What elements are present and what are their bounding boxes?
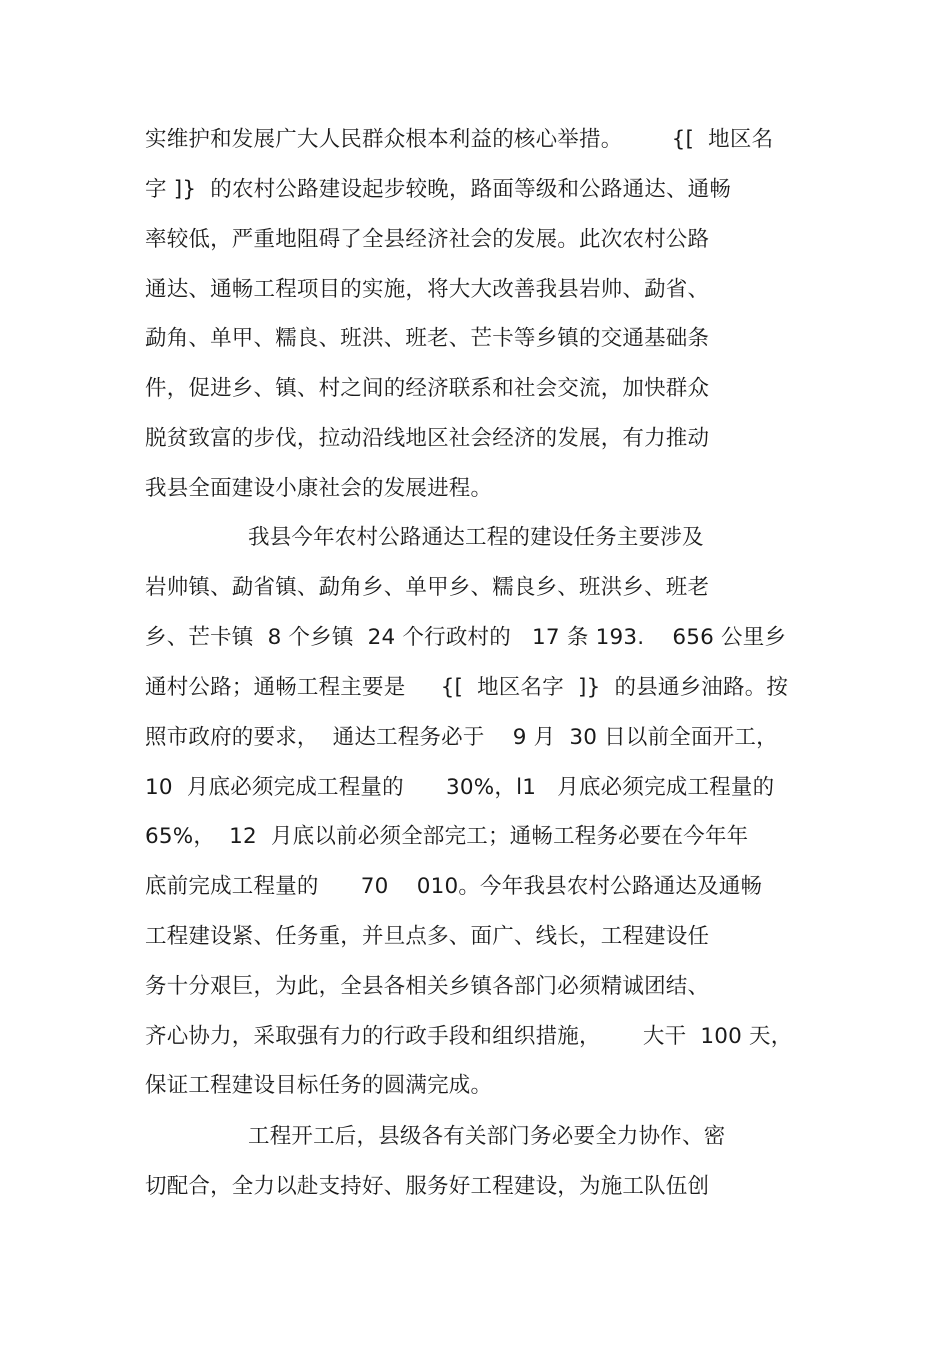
text-line: 乡、芒卡镇 8 个乡镇 24 个行政村的 17 条 193. 656 公里乡 xyxy=(145,625,787,650)
text-line: 脱贫致富的步伐，拉动沿线地区社会经济的发展，有力推动 xyxy=(145,426,710,451)
text-line: 务十分艰巨，为此，全县各相关乡镇各部门必须精诚团结、 xyxy=(145,974,710,999)
text-line: 字 ]} 的农村公路建设起步较晚，路面等级和公路通达、通畅 xyxy=(145,177,732,202)
text-line: 切配合，全力以赴支持好、服务好工程建设，为施工队伍创 xyxy=(145,1174,710,1199)
text-line: 底前完成工程量的 70 010。今年我县农村公路通达及通畅 xyxy=(145,874,763,899)
text-line: 通村公路；通畅工程主要是 {[ 地区名字 ]} 的县通乡油路。按 xyxy=(145,675,789,700)
text-line: 我县今年农村公路通达工程的建设任务主要涉及 xyxy=(248,525,704,550)
text-line: 通达、通畅工程项目的实施，将大大改善我县岩帅、勐省、 xyxy=(145,277,710,302)
text-line: 率较低，严重地阻碍了全县经济社会的发展。此次农村公路 xyxy=(145,227,710,252)
text-line: 我县全面建设小康社会的发展进程。 xyxy=(145,476,493,501)
text-line: 照市政府的要求， 通达工程务必于 9 月 30 日以前全面开工， xyxy=(145,725,778,750)
text-line: 勐角、单甲、糯良、班洪、班老、芒卡等乡镇的交通基础条 xyxy=(145,326,710,351)
text-line: 保证工程建设目标任务的圆满完成。 xyxy=(145,1073,493,1098)
text-line: 件，促进乡、镇、村之间的经济联系和社会交流，加快群众 xyxy=(145,376,710,401)
text-line: 工程建设紧、任务重，并旦点多、面广、线长，工程建设任 xyxy=(145,924,710,949)
text-line: 实维护和发展广大人民群众根本利益的核心举措。 {[ 地区名 xyxy=(145,127,774,152)
text-line: 工程开工后，县级各有关部门务必要全力协作、密 xyxy=(248,1124,726,1149)
text-line: 岩帅镇、勐省镇、勐角乡、单甲乡、糯良乡、班洪乡、班老 xyxy=(145,575,710,600)
text-line: 65%， 12 月底以前必须全部完工；通畅工程务必要在今年年 xyxy=(145,824,749,849)
text-line: 齐心协力，采取强有力的行政手段和组织措施， 大干 100 天， xyxy=(145,1024,793,1049)
text-line: 10 月底必须完成工程量的 30%，l1 月底必须完成工程量的 xyxy=(145,775,775,800)
